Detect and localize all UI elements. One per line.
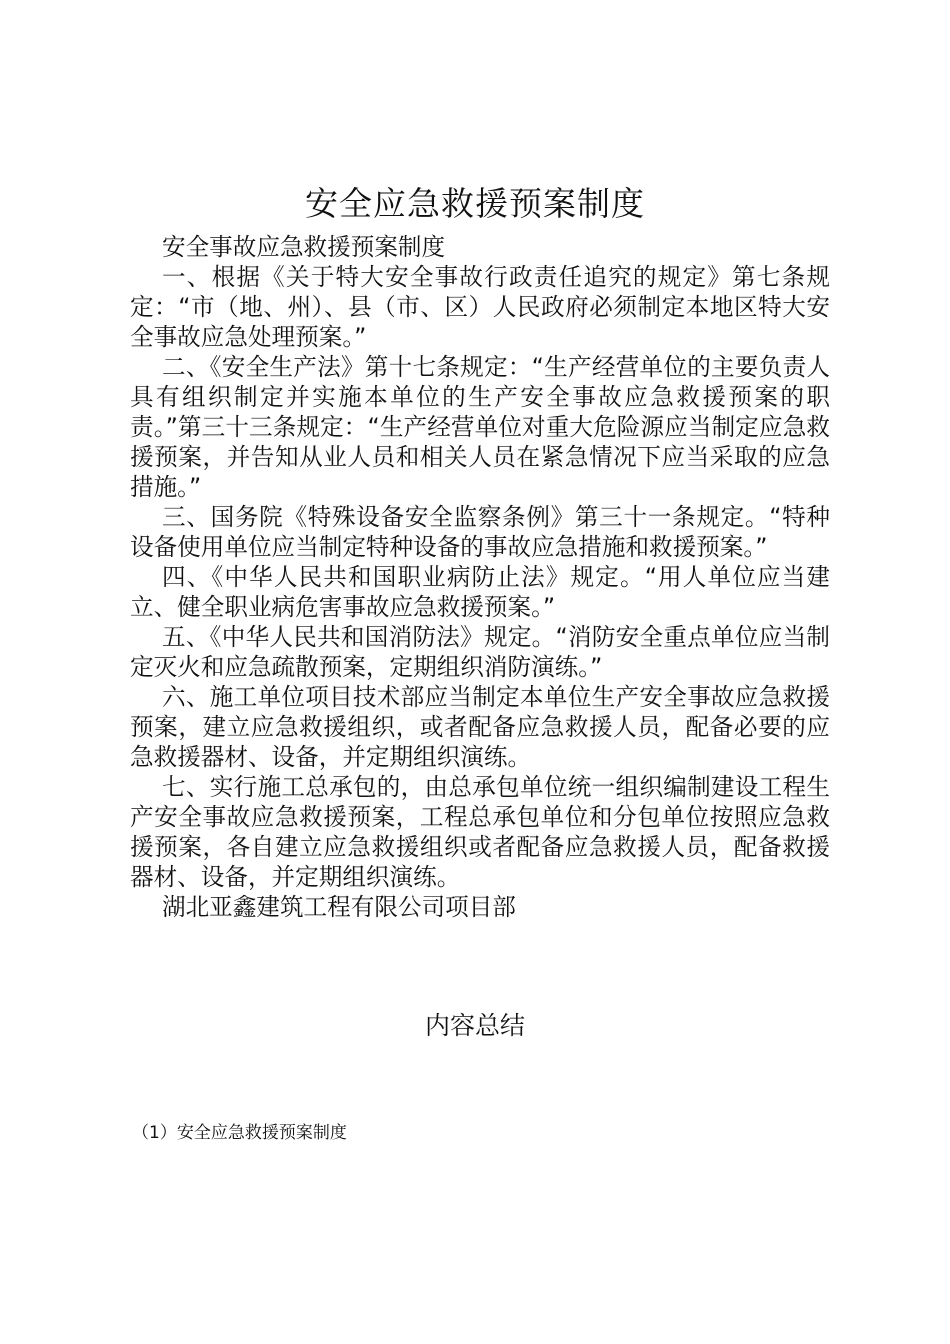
summary-title: 内容总结 (424, 1011, 525, 1040)
body-paragraph-3: 三、国务院《特殊设备安全监察条例》第三十一条规定。“特种设备使用单位应当制定特种设备的事故应急措施和救援预案。” (130, 503, 830, 561)
company-signature: 湖北亚鑫建筑工程有限公司项目部 (162, 893, 516, 921)
summary-item: （1）安全应急救援预案制度 (132, 1123, 347, 1143)
document-body (130, 232, 830, 922)
body-paragraph-heading: 安全事故应急救援预案制度 (162, 233, 446, 261)
body-paragraph-7: 七、实行施工总承包的，由总承包单位统一组织编制建设工程生产安全事故应急救援预案，工程总承包单位和分包单位按照应急救援预案，各自建立应急救援组织或者配备应急救援人员，配备救援器材、设备，并定期组织演练。 (130, 773, 830, 891)
document-title: 安全应急救援预案制度 (305, 184, 645, 223)
body-paragraph-5: 五、《中华人民共和国消防法》规定。“消防安全重点单位应当制定灭火和应急疏散预案，定期组织消防演练。” (130, 623, 830, 681)
body-paragraph-4: 四、《中华人民共和国职业病防止法》规定。“用人单位应当建立、健全职业病危害事故应急救援预案。” (130, 563, 830, 621)
body-paragraph-6: 六、施工单位项目技术部应当制定本单位生产安全事故应急救援预案，建立应急救援组织，或者配备应急救援人员，配备必要的应急救援器材、设备，并定期组织演练。 (130, 683, 830, 771)
body-paragraph-1: 一、根据《关于特大安全事故行政责任追究的规定》第七条规定：“市（地、州）、县（市、区）人民政府必须制定本地区特大安全事故应急处理预案。” (130, 263, 830, 351)
body-paragraph-2: 二、《安全生产法》第十七条规定：“生产经营单位的主要负责人具有组织制定并实施本单位的生产安全事故应急救援预案的职责。”第三十三条规定：“生产经营单位对重大危险源应当制定应急救援预案，并告知从业人员和相关人员在紧急情况下应当采取的应急措施。” (130, 353, 830, 501)
